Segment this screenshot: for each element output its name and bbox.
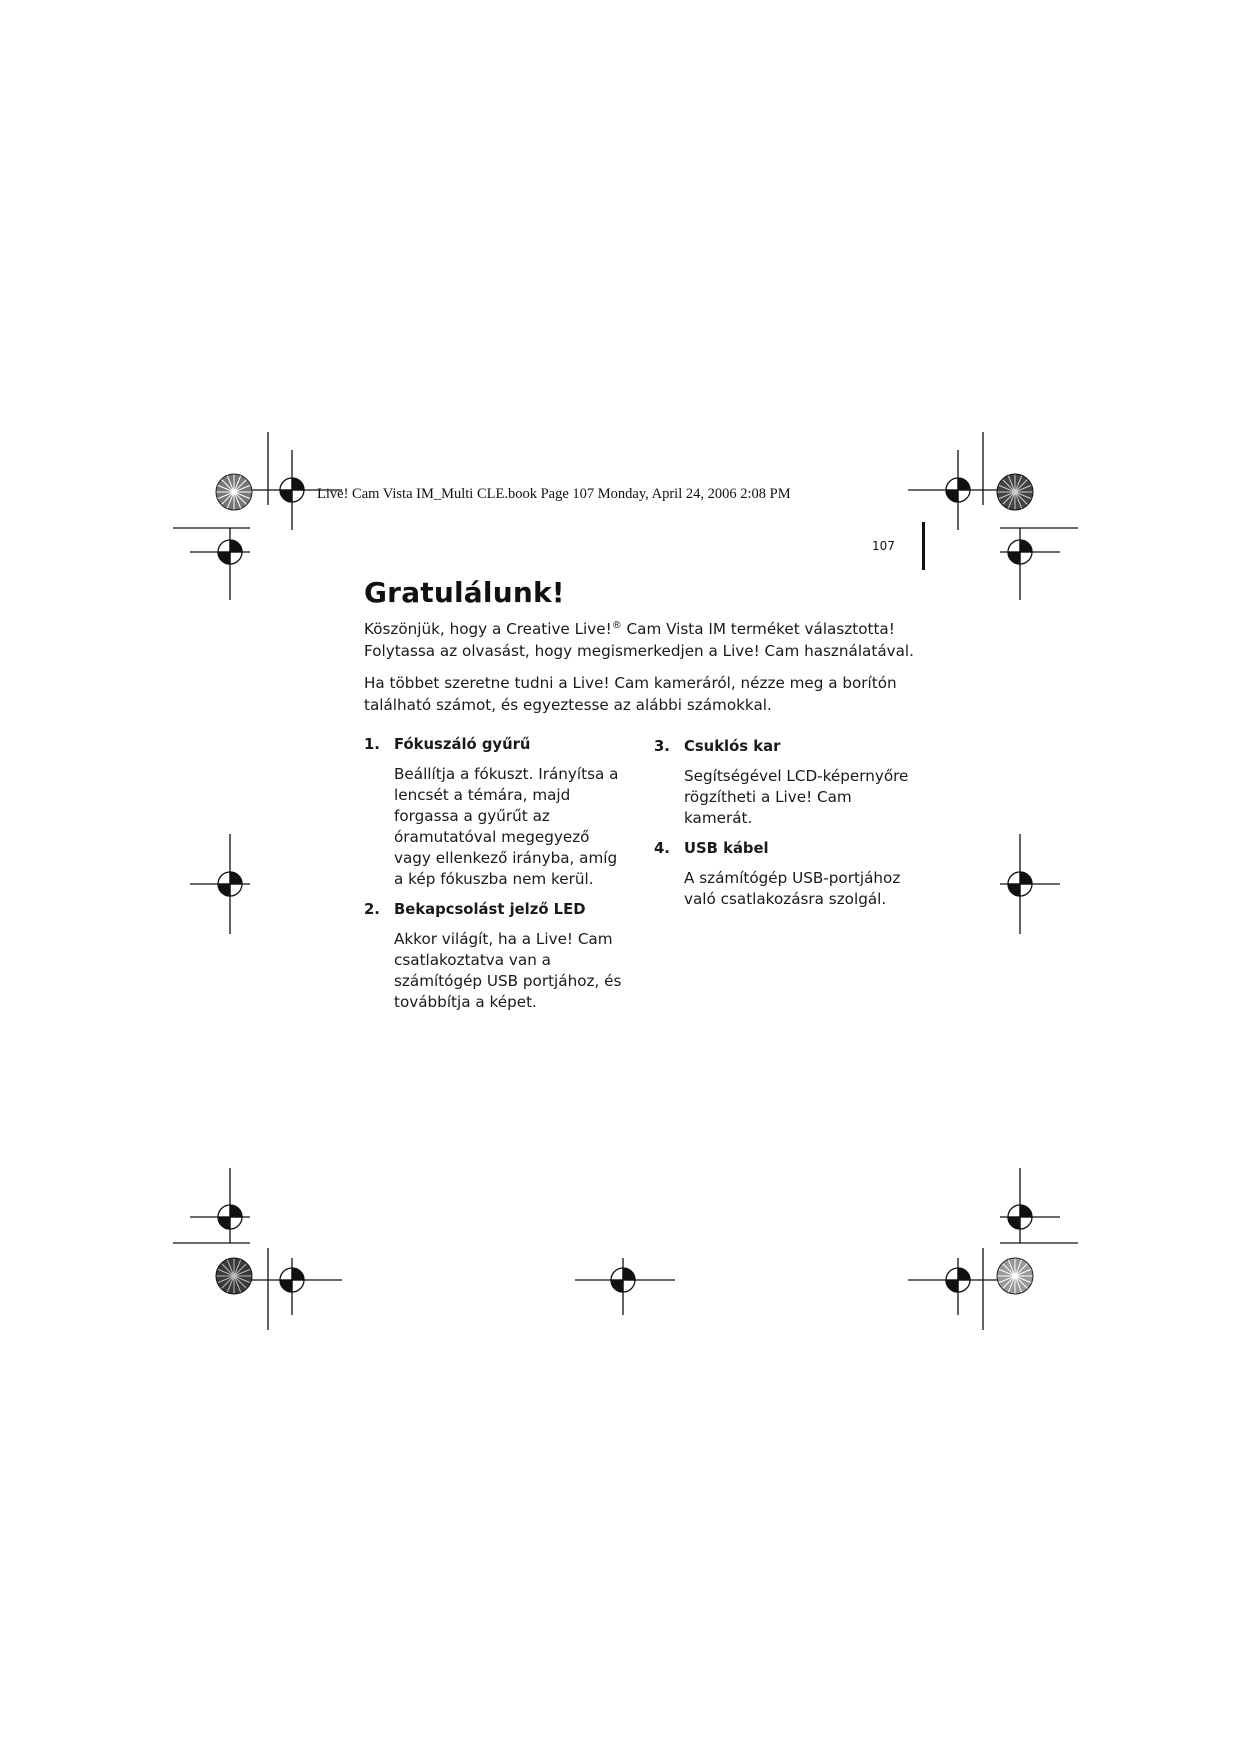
list-item — [364, 735, 624, 890]
crosshair-icon — [575, 1258, 675, 1315]
item-title: Fókuszáló gyűrű — [394, 736, 531, 753]
page-rule-divider — [922, 522, 925, 570]
intro-text-end: Cam Vista IM terméket választotta! Folytassa az olvasást, hogy megismerkedjen a Live! Cam használatával. — [364, 620, 914, 660]
items-column-left — [364, 735, 624, 1023]
crosshair-icon — [908, 1258, 998, 1315]
page-number: 107 — [872, 539, 895, 553]
item-description: Akkor világít, ha a Live! Cam csatlakoztatva van a számítógép USB portjához, és továbbítja a képet. — [394, 930, 622, 1011]
item-heading — [364, 900, 624, 920]
item-number: 4. — [654, 840, 670, 857]
item-description: Beállítja a fókuszt. Irányítsa a lencsét a témára, majd forgassa a gyűrűt az óramutatóval megegyező vagy ellenkező irányba, amíg a kép fókuszba nem kerül. — [394, 765, 619, 888]
item-title: Bekapcsolást jelző LED — [394, 901, 586, 918]
crosshair-icon — [1000, 528, 1060, 600]
items-column-right — [654, 737, 914, 920]
item-title: Csuklós kar — [684, 738, 781, 755]
item-heading — [654, 737, 914, 757]
intro-paragraph-2: Ha többet szeretne tudni a Live! Cam kameráról, nézze meg a borítón található számot, és egyeztesse az alábbi számokkal. — [364, 674, 897, 714]
registered-mark: ® — [611, 620, 622, 631]
crosshair-icon — [1000, 834, 1060, 934]
item-heading — [654, 839, 914, 859]
item-title: USB kábel — [684, 840, 769, 857]
crosshair-icon — [190, 834, 250, 934]
crosshair-icon — [190, 528, 250, 600]
star-target-icon — [216, 1258, 252, 1294]
intro-paragraph-1 — [364, 619, 924, 662]
star-target-icon — [997, 474, 1033, 510]
crosshair-icon — [1000, 1168, 1060, 1243]
item-number: 1. — [364, 736, 380, 753]
list-item — [654, 737, 914, 829]
page-title: Gratulálunk! — [364, 576, 565, 609]
item-number: 2. — [364, 901, 380, 918]
list-item — [654, 839, 914, 910]
intro-text-start: Köszönjük, hogy a Creative Live! — [364, 620, 612, 638]
item-number: 3. — [654, 738, 670, 755]
item-heading — [364, 735, 624, 755]
crosshair-icon — [190, 1168, 250, 1243]
book-header-line: Live! Cam Vista IM_Multi CLE.book Page 107 Monday, April 24, 2006 2:08 PM — [317, 486, 791, 502]
intro-section — [364, 576, 924, 716]
crosshair-icon — [252, 1258, 342, 1315]
crosshair-icon — [908, 450, 998, 530]
item-description: Segítségével LCD-képernyőre rögzítheti a Live! Cam kamerát. — [684, 767, 909, 827]
star-target-icon — [216, 474, 252, 510]
list-item — [364, 900, 624, 1013]
item-description: A számítógép USB-portjához való csatlakozásra szolgál. — [684, 869, 901, 908]
star-target-icon — [997, 1258, 1033, 1294]
